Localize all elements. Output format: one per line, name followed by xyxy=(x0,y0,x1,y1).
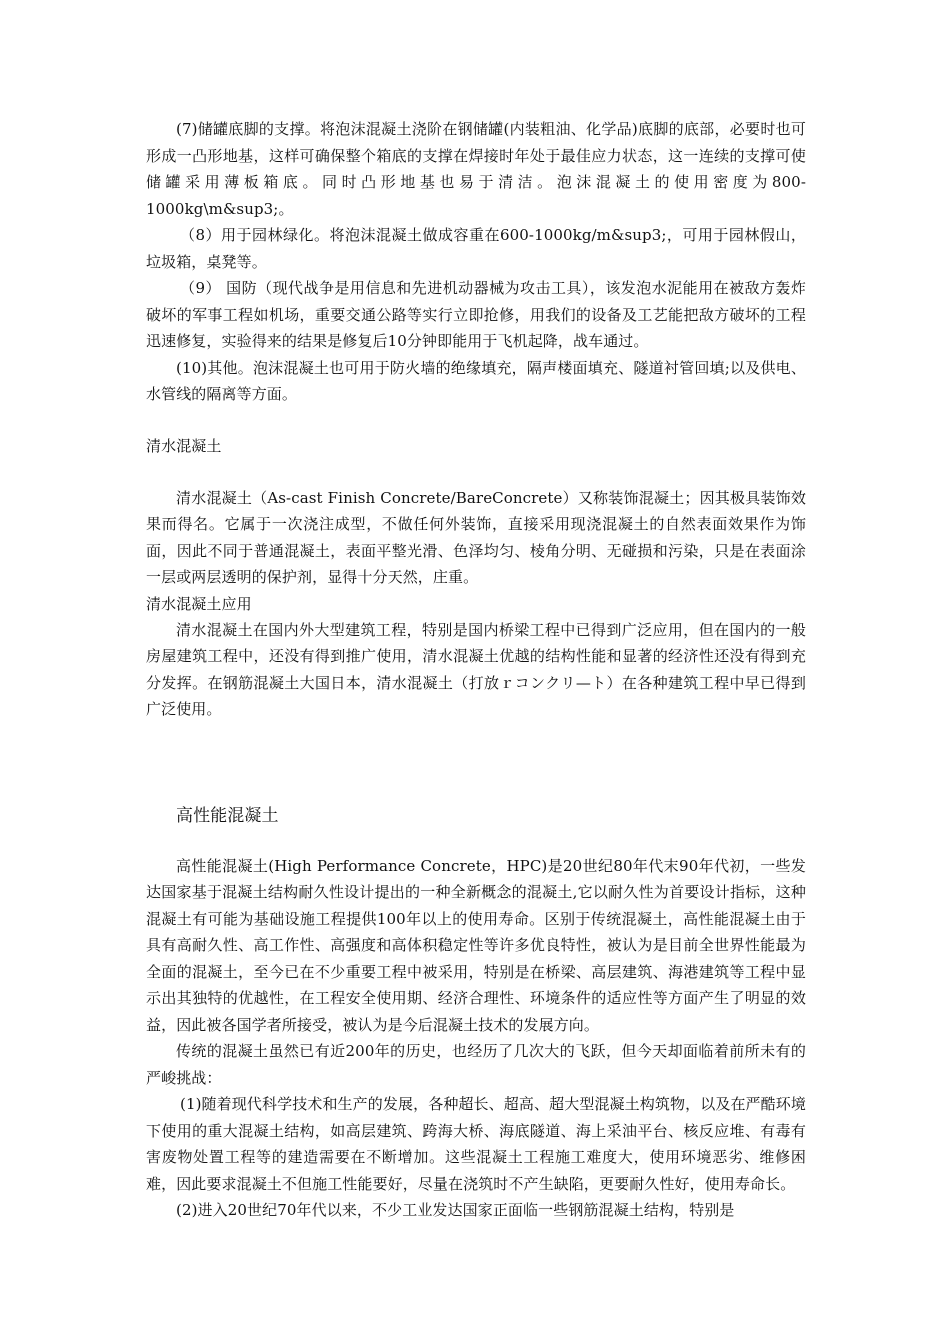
heading-fair-faced-application: 清水混凝土应用 xyxy=(146,594,252,613)
paragraph-other-uses: (10)其他。泡沫混凝土也可用于防火墙的绝缘填充，隔声楼面填充、隧道衬管回填;以及供电、水管线的隔离等方面。 xyxy=(146,358,806,403)
spacer xyxy=(146,829,806,853)
paragraph-storage-tank-support: (7)储罐底脚的支撑。将泡沫混凝土浇阶在钢储罐(内装粗油、化学品)底脚的底部，必要时也可形成一凸形地基，这样可确保整个箱底的支撑在焊接时年处于最佳应力状态，这一连续的支撑可使储罐采用薄板箱底。同时凸形地基也易于清洁。泡沫混凝土的使用密度为800-1000kg\m&sup3;。 xyxy=(146,120,806,218)
heading-high-performance-concrete: 高性能混凝土 xyxy=(176,805,279,826)
paragraph-landscaping: （8）用于园林绿化。将泡沫混凝土做成容重在600-1000kg/m&sup3;，可用于园林假山，垃圾箱，桌凳等。 xyxy=(146,226,806,271)
paragraph-fair-faced-application: 清水混凝土在国内外大型建筑工程，特别是国内桥梁工程中已得到广泛应用，但在国内的一般房屋建筑工程中，还没有得到推广使用，清水混凝土优越的结构性能和显著的经济性还没有得到充分发挥。在钢筋混凝土大国日本，清水混凝土（打放ｒコンクリ—ト）在各种建筑工程中早已得到广泛使用。 xyxy=(146,620,806,718)
paragraph-hpc-challenges-intro: 传统的混凝土虽然已有近200年的历史，也经历了几次大的飞跃，但今天却面临着前所未有的严峻挑战： xyxy=(146,1042,806,1087)
spacer xyxy=(146,723,806,803)
paragraph-hpc-challenge-1: (1)随着现代科学技术和生产的发展，各种超长、超高、超大型混凝土构筑物，以及在严酷环境下使用的重大混凝土结构，如高层建筑、跨海大桥、海底隧道、海上采油平台、核反应堆、有毒有害废物处置工程等的建造需要在不断增加。这些混凝土工程施工难度大，使用环境恶劣、维修困难，因此要求混凝土不但施工性能要好，尽量在浇筑时不产生缺陷，更要耐久性好，使用寿命长。 xyxy=(146,1095,806,1193)
spacer xyxy=(146,459,806,485)
paragraph-national-defense: （9） 国防（现代战争是用信息和先进机动器械为攻击工具），该发泡水泥能用在被敌方轰炸破坏的军事工程如机场，重要交通公路等实行立即抢修，用我们的设备及工艺能把敌方破坏的工程迅速修复，实验得来的结果是修复后10分钟即能用于飞机起降，战车通过。 xyxy=(146,279,806,350)
document-body xyxy=(146,116,806,1224)
paragraph-hpc-definition: 高性能混凝土(High Performance Concrete，HPC)是20世纪80年代末90年代初，一些发达国家基于混凝土结构耐久性设计提出的一种全新概念的混凝土,它以耐久性为首要设计指标，这种混凝土有可能为基础设施工程提供100年以上的使用寿命。区别于传统混凝土，高性能混凝土由于具有高耐久性、高工作性、高强度和高体积稳定性等许多优良特性，被认为是目前全世界性能最为全面的混凝土，至今已在不少重要工程中被采用，特别是在桥梁、高层建筑、海港建筑等工程中显示出其独特的优越性，在工程安全使用期、经济合理性、环境条件的适应性等方面产生了明显的效益，因此被各国学者所接受，被认为是今后混凝土技术的发展方向。 xyxy=(146,856,806,1034)
spacer xyxy=(146,408,806,433)
paragraph-fair-faced-intro: 清水混凝土（As-cast Finish Concrete/BareConcrete）又称装饰混凝土；因其极具装饰效果而得名。它属于一次浇注成型，不做任何外装饰，直接采用现浇混凝土的自然表面效果作为饰面，因此不同于普通混凝土，表面平整光滑、色泽均匀、棱角分明、无碰损和污染，只是在表面涂一层或两层透明的保护剂，显得十分天然，庄重。 xyxy=(146,488,806,586)
paragraph-hpc-challenge-2: (2)进入20世纪70年代以来，不少工业发达国家正面临一些钢筋混凝土结构，特别是 xyxy=(176,1201,735,1219)
heading-fair-faced-concrete: 清水混凝土 xyxy=(146,436,222,455)
